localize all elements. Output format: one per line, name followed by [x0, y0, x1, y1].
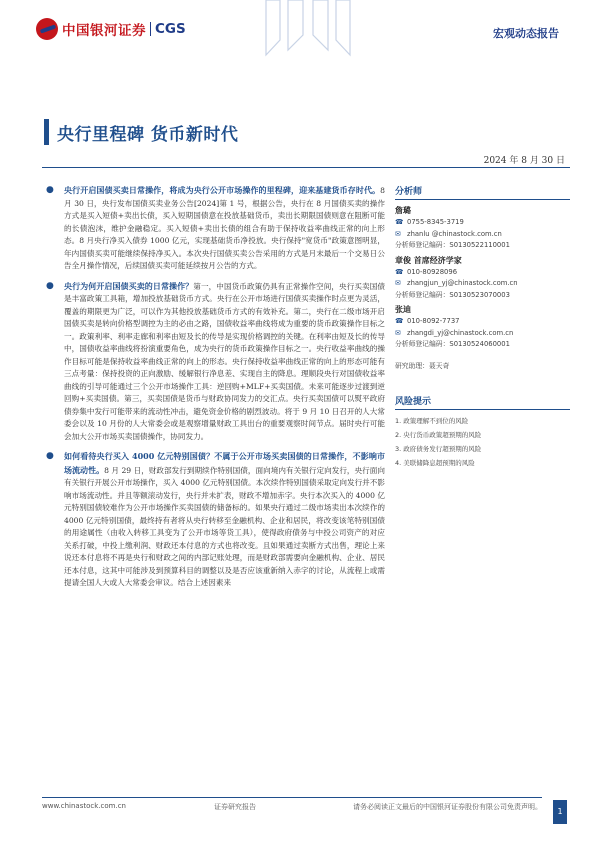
paragraph-1: [42, 184, 385, 273]
risk-header: 风险提示: [395, 394, 570, 410]
report-date: 2024 年 8 月 30 日: [483, 156, 565, 166]
paragraph-lead: 央行为何开启国债买卖的日常操作？: [64, 280, 194, 291]
phone-icon: ☎: [395, 317, 404, 325]
title-divider: [42, 167, 570, 168]
analyst-name: 章俊 首席经济学家: [395, 255, 462, 265]
bullet-icon: ●: [46, 280, 54, 291]
title-block: [44, 119, 238, 145]
logo-cgs: CGS: [155, 21, 186, 37]
analyst-phone: 010-80928096: [407, 267, 458, 276]
paragraph-2: [42, 280, 385, 444]
email-icon: ✉: [395, 328, 401, 337]
analyst-phone: 0755-8345-3719: [407, 218, 464, 226]
analyst-card: [395, 204, 570, 252]
analyst-email[interactable]: zhangjun_yj@chinastock.com.cn: [407, 279, 518, 287]
risk-item: 3. 政府债务发行超预期的风险: [395, 444, 482, 453]
phone-icon: ☎: [395, 267, 404, 276]
title-accent-bar: [44, 119, 49, 145]
paragraph-body: 第一，中国货币政策仍具有正常操作空间，央行买卖国债是丰富政策工具箱，增加投放基础货币方式。央行在公开市场进行国债买卖操作时点更为灵活，覆盖的期限更为广泛，可以作为其他投放基础货币方式的有效补充。第二，央行在二级市场开启国债买卖是转向价格型调控为主的必由之路，国债收益率曲线将成为重要的货币政策操作目标之一。政策利率、利率走廊和利率由短及长的传导是实现价格调控的关键。在利率由短及长的传导中，国债收益率曲线将扮演重要角色，成为央行的货币政策操作目标之一。央行收益率曲线的操作目标可能是保持收益率曲线正常的向上的形态。央行保持收益率曲线正常的向上的形态可能有三点考量：保持投资的正向激励、缓解银行净息差、实现自主的降息。理顺段央行对国债收益率曲线的引导可能通过三个公开市场操作工具：逆回购+MLF+买卖国债。未来可能逐步过渡到逆回购+买卖国债。第三，买卖国债是货币与财政协同发力的交汇点。央行买卖国债可以熨平政府债券集中发行可能带来的流动性冲击，避免资金价格的剧烈波动。将于 9 月 10 日召开的人大常委会以及 10 月份的人大常委会或是观察增量财政工具出台的重要观察时间节点。届时央行可能会加大公开市场买卖国债操作，协同发力。: [64, 281, 386, 441]
email-icon: ✉: [395, 279, 401, 287]
footer-label: 证券研究报告: [214, 803, 256, 811]
research-assistant: 研究助理：聂天奇: [395, 361, 450, 370]
analyst-cert: 分析师登记编码：S0130522110001: [395, 241, 510, 249]
logo-text: 中国银河证券: [62, 23, 146, 39]
header-decoration-icon: [258, 0, 358, 75]
paragraph-lead: 央行开启国债买卖日常操作，将成为央行公开市场操作的里程碑，迎来基建货币存时代。: [64, 185, 381, 195]
analyst-phone: 010-8092-7737: [407, 317, 460, 325]
bullet-icon: ●: [46, 451, 54, 461]
analyst-email[interactable]: zhanlu @chinastock.com.cn: [407, 229, 502, 238]
analyst-cert: 分析师登记编码：S0130524060001: [395, 340, 510, 348]
analyst-header: 分析师: [395, 184, 570, 200]
paragraph-lead: 如何看待央行买入 4000 亿元特别国债？不属于公开市场买卖国债的日常操作，不影响市场流动性。: [64, 451, 385, 475]
logo-mark-icon: [36, 18, 58, 40]
analyst-card: [395, 254, 570, 302]
risk-item: 4. 美联储降息超预期的风险: [395, 458, 475, 467]
risk-item: 2. 央行货币政策超预期的风险: [395, 430, 482, 439]
report-type: 宏观动态报告: [493, 27, 559, 40]
phone-icon: ☎: [395, 218, 404, 226]
email-icon: ✉: [395, 229, 401, 238]
analyst-name: 张迪: [395, 305, 411, 314]
report-title: 央行里程碑 货币新时代: [57, 124, 239, 145]
page-number: 1: [553, 800, 567, 824]
risk-item: 1. 政策理解不到位的风险: [395, 416, 469, 425]
paragraph-3: [42, 450, 385, 590]
bullet-icon: ●: [46, 185, 54, 195]
page-header: [0, 0, 595, 75]
paragraph-body: 8 月 30 日，央行发布国债买卖业务公告[2024]第 1 号，根据公告，央行在 8 月国债买卖的操作方式是买入短债+卖出长债，买入短期国债意在投放基础货币，卖出长期限国债则意在阻断可能的长债泡沫，维护金融稳定。买入短债+卖出长债的组合有助于保持收益率曲线正常的向上形态。8 月央行净买入债券 1000 亿元，实现基础货币净投放。央行保持"宽货币"政策意图明显，年内国债买卖可能继续保持净买入。本次央行国债买卖公告采用的方式是月末最后一个交易日公告全月操作情况，后续国债买卖可能延续按月公告的方式。: [64, 186, 385, 270]
paragraph-body: 8 月 29 日，财政部发行到期续作特别国债，面向境内有关银行定向发行，央行面向有关银行开展公开市场操作，买入 4000 亿元特别国债。本次续作特别国债采取定向发行并不影响市场流动性。并且等额滚动发行，央行并未扩表，财政不增加赤字。央行本次买入的 4000 亿元特别国债较难作为公开市场操作买卖国债的储备标的。如果央行通过二级市场卖出本次续作的 4000 亿元特别国债，最终持有者将从央行转移至金融机构、企业和居民，将改变该笔特别国债的用途属性（由收入转移工具变为了公开市场等货工具），使得政府债务与中投公司资产的对应关系打破，中投上缴利润、财政还本付息的方式也将改变。且如果通过卖断方式出售，理论上来说还本付息将不再是央行和财政之间的内部记账处理，而是财政部需要向金融机构、企业、居民还本付息，这其中可能涉及到预算科目的调整以及是否应该重新纳入赤字的讨论，从流程上或需提请全国人大或人大常委会审议。结合上述因素来: [64, 465, 386, 587]
analyst-email[interactable]: zhangdi_yj@chinastock.com.cn: [407, 328, 514, 337]
analyst-card: [395, 303, 570, 351]
logo-separator: [150, 22, 151, 36]
main-content: [42, 184, 385, 597]
footer-disclaimer: 请务必阅读正文最后的中国银河证券股份有限公司免责声明。: [353, 803, 542, 811]
footer-website[interactable]: www.chinastock.com.cn: [42, 802, 126, 810]
analyst-name: 詹璐: [395, 206, 411, 215]
page-footer: [42, 797, 542, 811]
company-logo: [36, 18, 186, 40]
analyst-cert: 分析师登记编码：S0130523070003: [395, 290, 510, 299]
sidebar: [395, 184, 570, 470]
